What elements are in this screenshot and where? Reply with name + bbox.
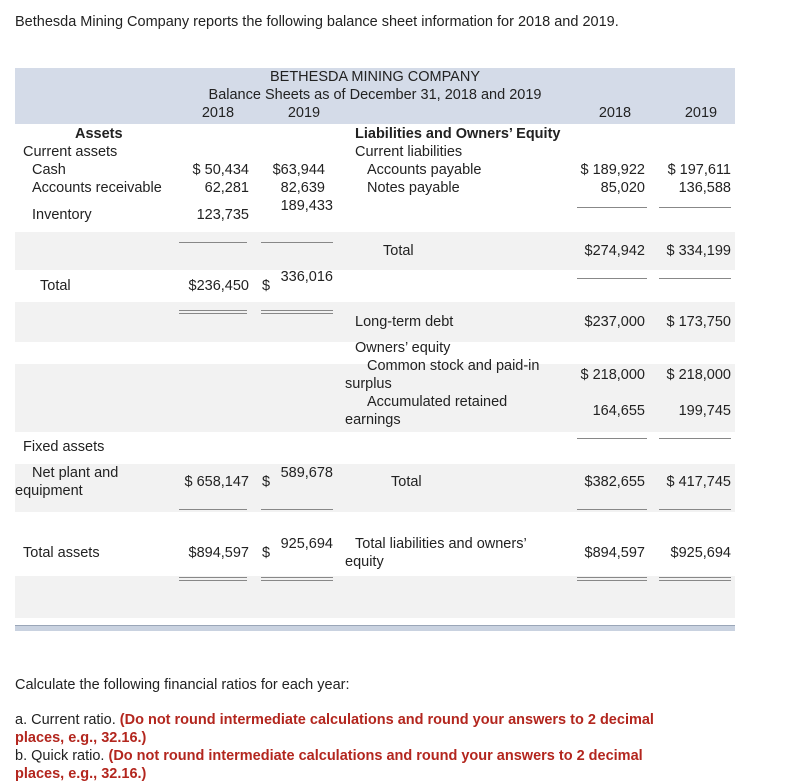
common-stock-label-1: Common stock and paid-in (367, 358, 540, 374)
underline (179, 242, 247, 243)
underline (261, 242, 333, 243)
underline (577, 509, 647, 510)
common-2019: $ 218,000 (666, 367, 731, 383)
question-b-letter: b. (15, 748, 28, 764)
row-band (15, 576, 735, 618)
ca-total-label: Total (40, 278, 71, 294)
underline (659, 278, 731, 279)
np-2019: 136,588 (678, 180, 731, 196)
company-name: BETHESDA MINING COMPANY (269, 69, 480, 85)
ltd-2019: $ 173,750 (666, 314, 731, 330)
underline (261, 509, 333, 510)
oe-total-2018: $382,655 (584, 474, 645, 490)
current-assets-label: Current assets (23, 144, 118, 160)
total-le-label-1: Total liabilities and owners’ (355, 536, 527, 552)
common-2018: $ 218,000 (580, 367, 645, 383)
npe-2019-sign: $ (262, 474, 271, 490)
underline (577, 438, 647, 439)
cash-2018: $ 50,434 (192, 162, 249, 178)
cash-label: Cash (32, 162, 66, 178)
ca-total-2019: 336,016 (280, 269, 333, 285)
accounts-payable-label: Accounts payable (367, 162, 482, 178)
retained-2019: 199,745 (678, 403, 731, 419)
underline (659, 207, 731, 208)
retained-earnings-label-1: Accumulated retained (367, 394, 508, 410)
total-le-label-2: equity (345, 554, 384, 570)
year-col-2019: 2019 (287, 105, 321, 121)
total-assets-label: Total assets (23, 545, 100, 561)
assets-header: Assets (75, 126, 123, 142)
double-underline (261, 577, 333, 581)
question-a-text: Current ratio. (31, 712, 116, 728)
long-term-debt-label: Long-term debt (355, 314, 454, 330)
fixed-assets-label: Fixed assets (23, 439, 105, 455)
common-stock-label-2: surplus (345, 376, 392, 392)
retained-2018: 164,655 (592, 403, 645, 419)
ap-2018: $ 189,922 (580, 162, 645, 178)
total-le-2018: $894,597 (584, 545, 645, 561)
current-liabilities-label: Current liabilities (355, 144, 463, 160)
accounts-receivable-label: Accounts receivable (32, 180, 162, 196)
question-b-note: (Do not round intermediate calculations and round your answers to 2 decimal places, e.g., 32.16.) (15, 748, 643, 782)
problem-intro: Bethesda Mining Company reports the following balance sheet information for 2018 and 2019. (15, 14, 619, 30)
total-assets-2018: $894,597 (188, 545, 249, 561)
oe-total-2019: $ 417,745 (666, 474, 731, 490)
double-underline (179, 310, 247, 314)
npe-2019: 589,678 (280, 465, 333, 481)
question-a (15, 711, 695, 747)
question-a-note: (Do not round intermediate calculations and round your answers to 2 decimal places, e.g., 32.16.) (15, 712, 654, 746)
double-underline (577, 577, 647, 581)
question-b (15, 747, 695, 783)
underline (659, 438, 731, 439)
question-a-letter: a. (15, 712, 28, 728)
notes-payable-label: Notes payable (367, 180, 460, 196)
total-assets-2019-sign: $ (262, 545, 271, 561)
underline (179, 509, 247, 510)
inventory-2018: 123,735 (196, 207, 249, 223)
cl-total-2018: $274,942 (584, 243, 645, 259)
underline (659, 509, 731, 510)
year-col-2019-right: 2019 (684, 105, 718, 121)
balance-sheet-table (15, 68, 735, 618)
ca-total-2019-sign: $ (262, 278, 271, 294)
npe-2018: $ 658,147 (184, 474, 249, 490)
np-2018: 85,020 (600, 180, 645, 196)
double-underline (261, 310, 333, 314)
year-col-2018-right: 2018 (598, 105, 632, 121)
total-assets-2019: 925,694 (280, 536, 333, 552)
ar-2019: 82,639 (280, 180, 325, 196)
underline (577, 207, 647, 208)
ca-total-2018: $236,450 (188, 278, 249, 294)
ar-2018: 62,281 (204, 180, 249, 196)
total-le-2019: $925,694 (670, 545, 731, 561)
oe-total-label: Total (391, 474, 422, 490)
npe-label-2: equipment (15, 483, 83, 499)
ap-2019: $ 197,611 (667, 162, 731, 178)
question-b-text: Quick ratio. (31, 748, 105, 764)
instruction-lead: Calculate the following financial ratios for each year: (15, 677, 350, 693)
ltd-2018: $237,000 (584, 314, 645, 330)
double-underline (659, 577, 731, 581)
underline (577, 278, 647, 279)
cl-total-2019: $ 334,199 (666, 243, 731, 259)
cl-total-label: Total (383, 243, 414, 259)
cash-2019: $63,944 (272, 162, 325, 178)
inventory-label: Inventory (32, 207, 92, 223)
year-col-2018: 2018 (201, 105, 235, 121)
retained-earnings-label-2: earnings (345, 412, 401, 428)
liabilities-header: Liabilities and Owners’ Equity (355, 126, 561, 142)
inventory-2019: 189,433 (280, 198, 333, 214)
table-bottom-bar (15, 625, 735, 631)
npe-label-1: Net plant and (32, 465, 119, 481)
double-underline (179, 577, 247, 581)
sheet-subtitle: Balance Sheets as of December 31, 2018 and 2019 (208, 87, 542, 103)
owners-equity-label: Owners’ equity (355, 340, 451, 356)
